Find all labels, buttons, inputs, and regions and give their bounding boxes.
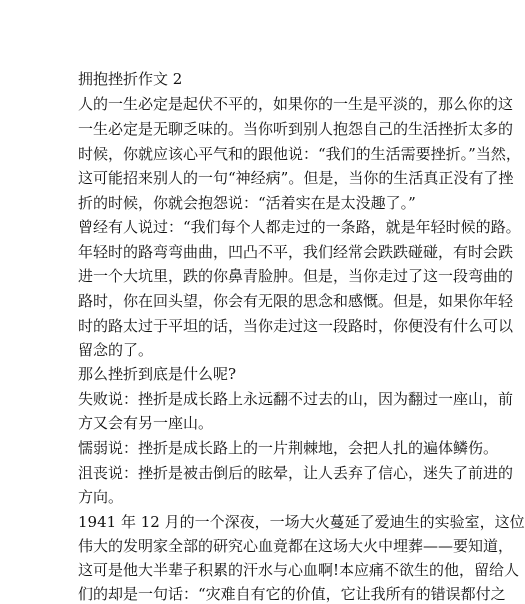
text-line: 懦弱说：挫折是成长路上的一片荆棘地，会把人扎的遍体鳞伤。 <box>78 439 499 457</box>
text-line: 沮丧说：挫折是被击倒后的眩晕，让人丢弃了信心，迷失了前进的 <box>78 464 514 482</box>
text-line: 们的却是一句话：“灾难自有它的价值，它让我所有的错误都付之 <box>78 585 506 603</box>
text-line: 伟大的发明家全部的研究心血竟都在这场大火中埋葬——要知道， <box>78 537 514 555</box>
text-line: 方又会有另一座山。 <box>78 414 214 432</box>
text-line: 这可能招来别人的一句“神经病”。但是，当你的生活真正没有了挫 <box>78 169 514 187</box>
document-title: 拥抱挫折作文 2 <box>78 70 183 88</box>
text-line: 折的时候，你就会抱怨说：“活着实在是太没趣了。” <box>78 194 416 212</box>
text-line: 时的路太过于平坦的话，当你走过这一段路时，你便没有什么可以 <box>78 317 514 335</box>
text-line: 那么挫折到底是什么呢? <box>78 365 237 383</box>
text-line: 失败说：挫折是成长路上永远翻不过去的山，因为翻过一座山，前 <box>78 390 514 408</box>
text-line: 时候，你就应该心平气和的跟他说：“我们的生活需要挫折。”当然， <box>78 145 521 163</box>
text-line: 路时，你在回头望，你会有无限的思念和感慨。但是，如果你年轻 <box>78 292 514 310</box>
text-line: 一生必定是无聊乏味的。当你听到别人抱怨自己的生活挫折太多的 <box>78 120 514 138</box>
text-line: 1941 年 12 月的一个深夜，一场大火蔓延了爱迪生的实验室，这位 <box>78 513 525 531</box>
text-line: 进一个大坑里，跌的你鼻青脸肿。但是，当你走过了这一段弯曲的 <box>78 267 514 285</box>
text-line: 留念的了。 <box>78 341 154 359</box>
text-line: 年轻时的路弯弯曲曲，凹凸不平，我们经常会跌跌碰碰，有时会跌 <box>78 243 514 261</box>
text-line: 曾经有人说过：“我们每个人都走过的一条路，就是年轻时候的路。 <box>78 218 521 236</box>
text-line: 方向。 <box>78 488 124 506</box>
text-line: 这可是他大半辈子积累的汗水与心血啊!本应痛不欲生的他，留给人 <box>78 561 520 579</box>
text-line: 人的一生必定是起伏不平的，如果你的一生是平淡的，那么你的这 <box>78 95 514 113</box>
